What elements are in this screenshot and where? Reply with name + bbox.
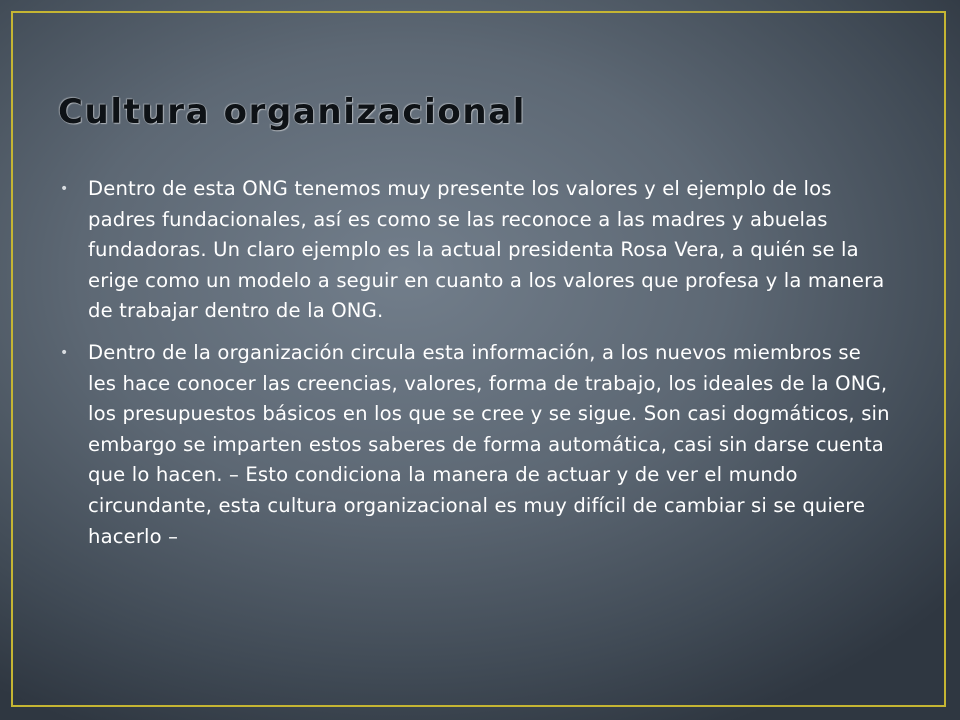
- bullet-text: Dentro de esta ONG tenemos muy presente los valores y el ejemplo de los padres fundacionales, así es como se las reconoce a las madres y abuelas fundadoras. Un claro ejemplo es la actual presidenta Rosa Vera, a quién se la erige como un modelo a seguir en cuanto a los valores que profesa y la manera de trabajar dentro de la ONG.: [88, 177, 885, 323]
- bullet-text: Dentro de la organización circula esta información, a los nuevos miembros se les hace conocer las creencias, valores, forma de trabajo, los ideales de la ONG, los presupuestos básicos en los que se cree y se sigue. Son casi dogmáticos, sin embargo se imparten estos saberes de forma automática, casi sin darse cuenta que lo hacen. – Esto condiciona la manera de actuar y de ver el mundo circundante, esta cultura organizacional es muy difícil de cambiar si se quiere hacerlo –: [88, 340, 890, 548]
- slide-title: Cultura organizacional: [58, 92, 526, 132]
- bullet-item: [60, 174, 892, 327]
- bullet-dot-icon: •: [60, 181, 69, 197]
- bullet-list: [60, 174, 892, 563]
- bullet-dot-icon: •: [60, 344, 69, 361]
- bullet-item: [60, 338, 892, 552]
